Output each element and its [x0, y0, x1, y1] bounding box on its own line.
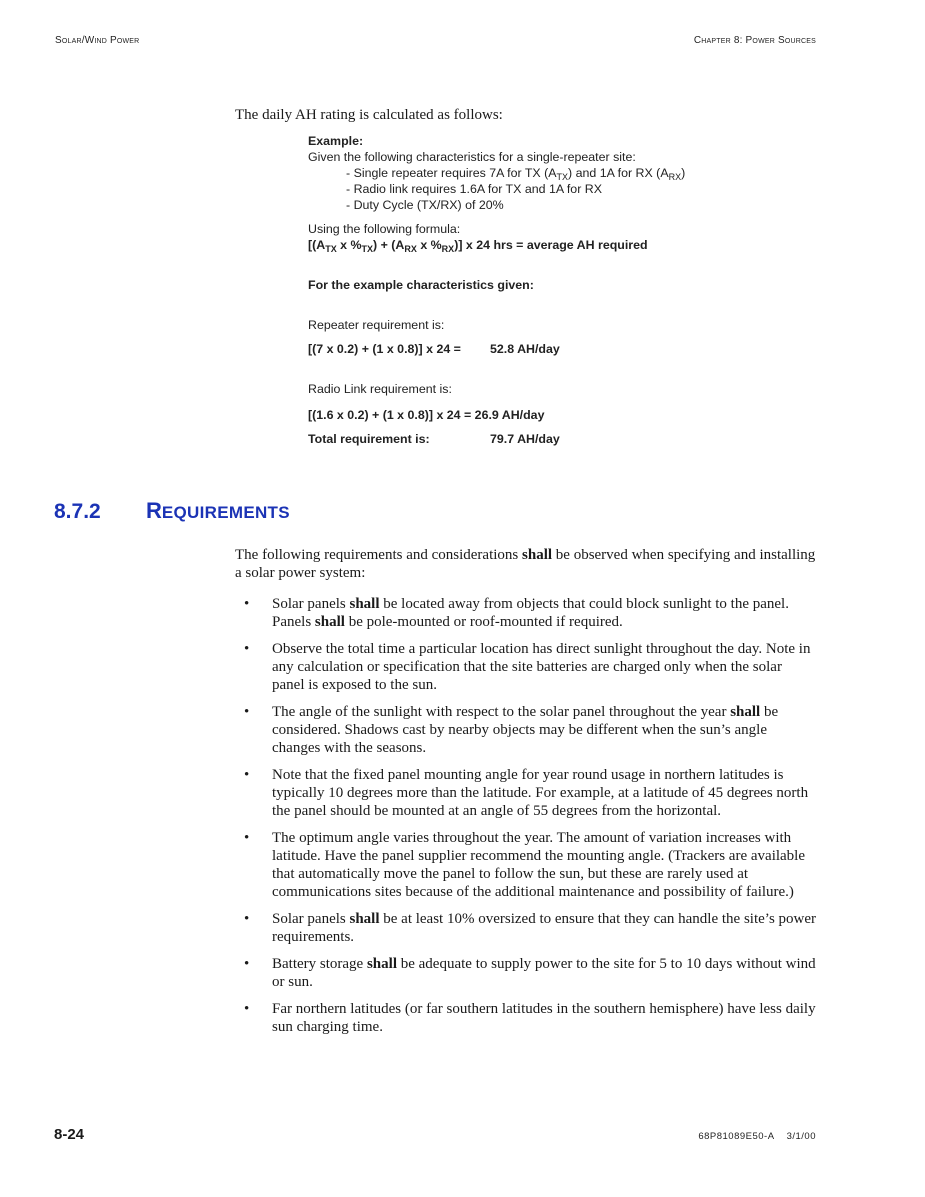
- example-block: [308, 133, 828, 447]
- example-characteristic-3: - Duty Cycle (TX/RX) of 20%: [346, 198, 504, 212]
- repeater-requirement-label: Repeater requirement is:: [308, 318, 445, 332]
- total-requirement-label: Total requirement is:: [308, 432, 430, 446]
- example-given: Given the following characteristics for a single-repeater site:: [308, 150, 636, 164]
- page-number: 8-24: [54, 1126, 85, 1143]
- bullet-icon: •: [244, 830, 250, 846]
- bullet-icon: •: [244, 704, 250, 720]
- list-item: • Solar panels shall be at least 10% oversized to ensure that they can handle the site’s power requirements.: [244, 911, 817, 945]
- list-item: • Far northern latitudes (or far southern latitudes in the southern hemisphere) have less daily sun charging time.: [244, 1001, 816, 1035]
- requirements-list: [235, 595, 817, 1045]
- repeater-requirement-calc: [(7 x 0.2) + (1 x 0.8)] x 24 = 52.8 AH/day: [308, 342, 560, 356]
- total-requirement: [308, 431, 828, 447]
- bullet-icon: •: [244, 641, 250, 657]
- requirements-intro: The following requirements and considerations shall be observed when specifying and installing a solar power system:: [235, 547, 816, 581]
- bullet-icon: •: [244, 596, 250, 612]
- example-heading: Example:: [308, 134, 364, 148]
- intro-paragraph: The daily AH rating is calculated as follows:: [235, 107, 503, 123]
- total-requirement-value: 79.7 AH/day: [490, 432, 560, 446]
- radio-link-requirement-calc: [(1.6 x 0.2) + (1 x 0.8)] x 24 = 26.9 AH/day: [308, 408, 545, 422]
- list-item: • Note that the fixed panel mounting angle for year round usage in northern latitudes is typically 10 degrees more than the latitude. For example, at a latitude of 45 degrees north the panel should be mounted at an angle of 55 degrees from the horizontal.: [244, 767, 809, 819]
- example-characteristic-2: - Radio link requires 1.6A for TX and 1A for RX: [346, 182, 602, 196]
- example-characteristics-heading: For the example characteristics given:: [308, 278, 534, 292]
- bullet-icon: •: [244, 911, 250, 927]
- example-formula: [($A_{TX}$ x $\%_{TX}) + (A_{RX}$ x $\%_{RX}$)] x 24 hrs = average AH required: [308, 238, 648, 254]
- radio-link-requirement-label: Radio Link requirement is:: [308, 382, 452, 396]
- section-number: 8.7.2: [54, 500, 101, 523]
- example-characteristic-1: - Single repeater requires 7A for TX $(A_{TX})$ and 1A for RX $(A_{RX})$: [346, 166, 686, 182]
- repeater-requirement-result: 52.8 AH/day: [490, 342, 560, 356]
- example-using-formula: Using the following formula:: [308, 222, 461, 236]
- bullet-icon: •: [244, 956, 250, 972]
- bullet-icon: •: [244, 767, 250, 783]
- list-item: • The angle of the sunlight with respect to the solar panel throughout the year shall be considered. Shadows cast by nearby objects may be different when the sun’s angle changes with the seasons.: [244, 704, 779, 756]
- section-heading: [54, 498, 290, 524]
- section-title: REQUIREMENTS: [146, 498, 290, 523]
- list-item: • Observe the total time a particular location has direct sunlight throughout the day. Note in any calculation or specification that the site batteries are charged only when the solar panel is exposed to the sun.: [244, 641, 811, 693]
- list-item: • Battery storage shall be adequate to supply power to the site for 5 to 10 days without wind or sun.: [244, 956, 816, 990]
- list-item: • Solar panels shall be located away from objects that could block sunlight to the panel. Panels shall be pole-mounted or roof-mounted if required.: [244, 596, 789, 630]
- bullet-icon: •: [244, 1001, 250, 1017]
- running-header-right: Chapter 8: Power Sources: [693, 35, 816, 46]
- document-id: 68P81089E50-A 3/1/00: [698, 1131, 816, 1142]
- list-item: • The optimum angle varies throughout the year. The amount of variation increases with latitude. Have the panel supplier recommend the mounting angle. (Trackers are available that automatically move the panel to follow the sun, but these are rarely used at communications sites because of the additional maintenance and possibility of failure.): [244, 830, 806, 900]
- running-header-left: Solar/Wind Power: [55, 35, 140, 46]
